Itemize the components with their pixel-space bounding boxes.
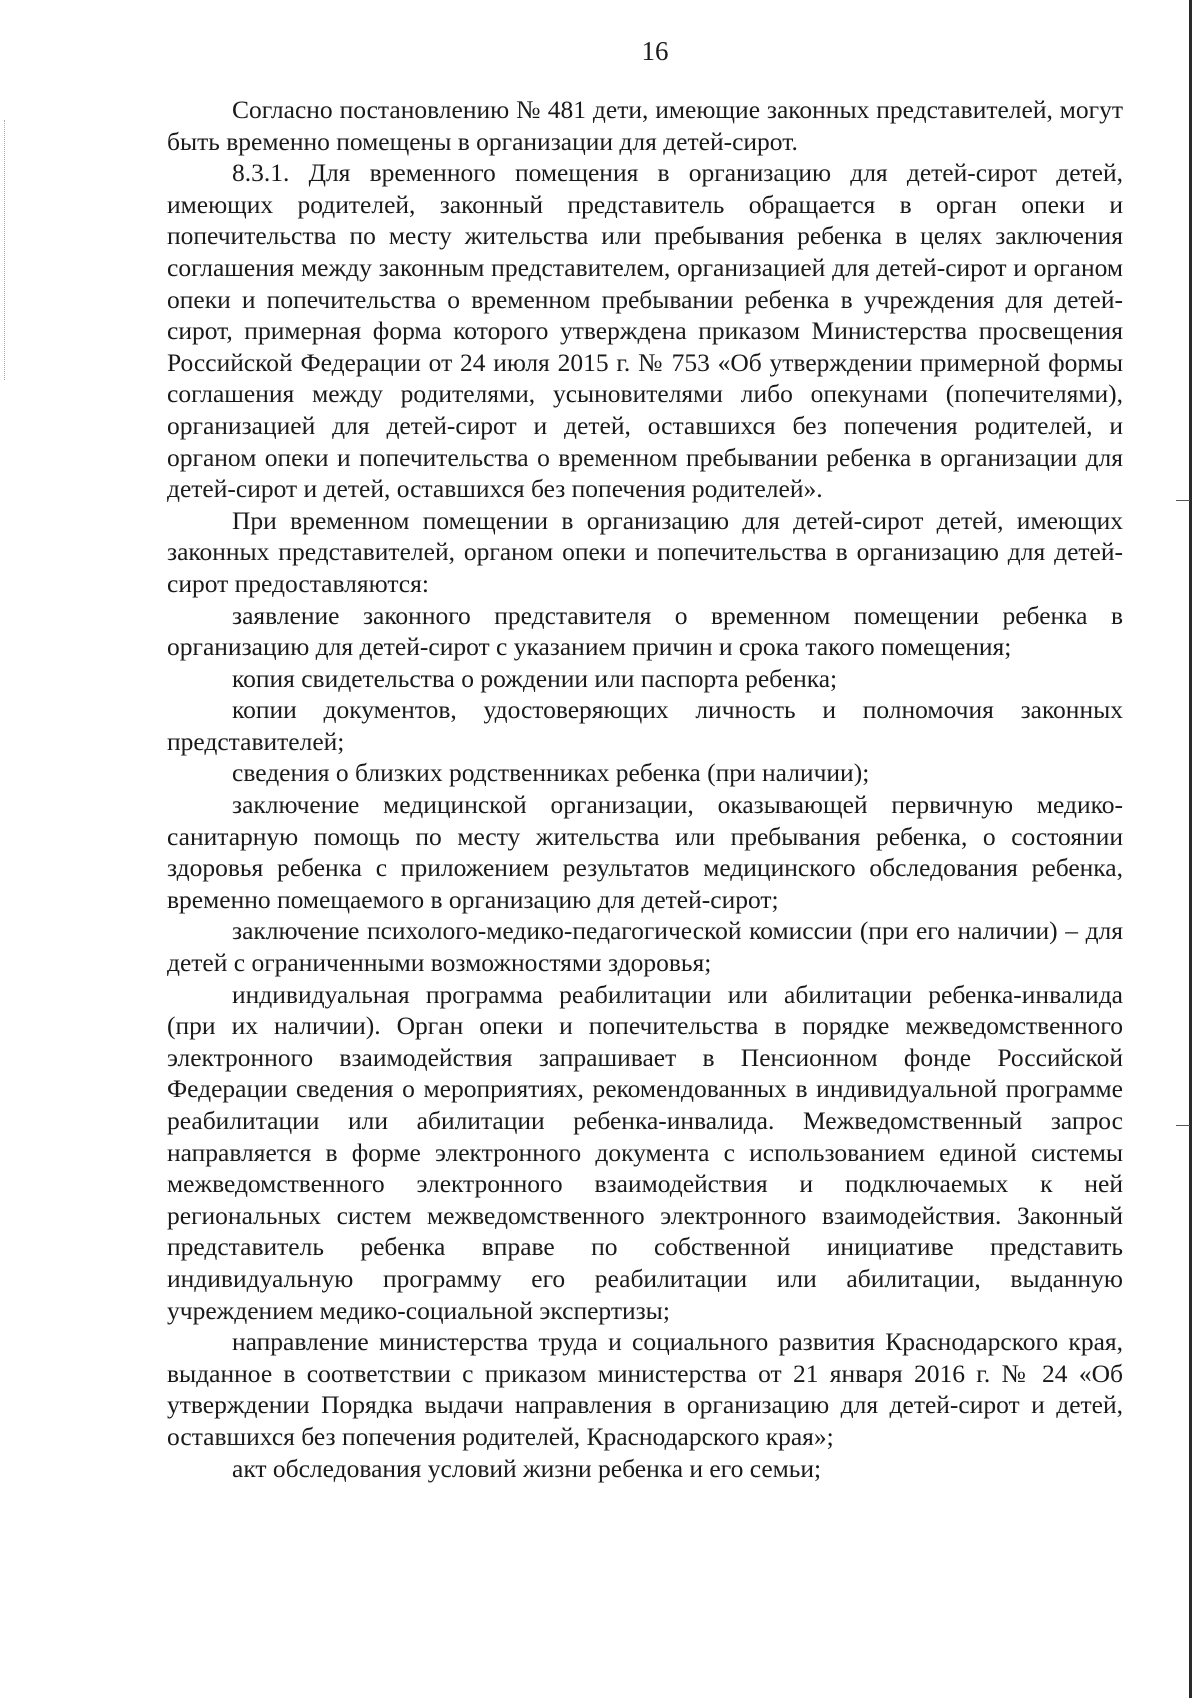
- list-item: сведения о близких родственниках ребенка (при наличии);: [232, 758, 870, 788]
- scan-edge-line: [1189, 0, 1192, 1698]
- document-body: [167, 94, 1123, 1484]
- scan-edge-marks: [4, 120, 8, 380]
- scan-edge-tick: [1176, 500, 1190, 501]
- list-item: направление министерства труда и социального развития Краснодарского края, выданное в соответствии с приказом министерства от 21 января 2016 г. № 24 «Об утверждении Порядка выдачи направления в организацию для детей-сирот и детей, оставшихся без попечения родителей, Краснодарского края»;: [167, 1327, 1123, 1451]
- list-item: копия свидетельства о рождении или паспорта ребенка;: [232, 663, 838, 693]
- list-item: заявление законного представителя о временном помещении ребенка в организацию для детей-сирот с указанием причин и срока такого помещения;: [167, 600, 1123, 662]
- scan-edge-tick: [1176, 1125, 1190, 1126]
- paragraph: Согласно постановлению № 481 дети, имеющие законных представителей, могут быть временно помещены в организации для детей-сирот.: [167, 95, 1123, 156]
- page-number: 16: [641, 36, 669, 66]
- list-item: заключение психолого-медико-педагогической комиссии (при его наличии) – для детей с ограниченными возможностями здоровья;: [167, 916, 1123, 978]
- paragraph: 8.3.1. Для временного помещения в организацию для детей-сирот детей, имеющих родителей, законный представитель обращается в орган опеки и попечительства по месту жительства или пребывания ребенка в целях заключения соглашения между законным представителем, организацией для детей-сирот и органом опеки и попечительства о временном пребывании ребенка в учреждения для детей-сирот, примерная форма которого утверждена приказом Министерства просвещения Российской Федерации от 24 июля 2015 г. № 753 «Об утверждении примерной формы соглашения между родителями, усыновителями либо опекунами (попечителями), организацией для детей-сирот и детей, оставшихся без попечения родителей, и органом опеки и попечительства о временном пребывании ребенка в организации для детей-сирот и детей, оставшихся без попечения родителей».: [167, 158, 1123, 504]
- list-item: индивидуальная программа реабилитации или абилитации ребенка-инвалида (при их наличии). Орган опеки и попечительства в порядке межведомственного электронного взаимодействия запрашивает в Пенсионном фонде Российской Федерации сведения о мероприятиях, рекомендованных в индивидуальной программе реабилитации или абилитации ребенка-инвалида. Межведомственный запрос направляется в форме электронного документа с использованием единой системы межведомственного электронного взаимодействия и подключаемых к ней региональных систем межведомственного электронного взаимодействия. Законный представитель ребенка вправе по собственной инициативе представить индивидуальную программу его реабилитации или абилитации, выданную учреждением медико-социальной экспертизы;: [167, 979, 1123, 1325]
- list-item: акт обследования условий жизни ребенка и его семьи;: [232, 1453, 822, 1483]
- paragraph: При временном помещении в организацию для детей-сирот детей, имеющих законных представителей, органом опеки и попечительства в организацию для детей-сирот предоставляются:: [167, 505, 1123, 598]
- list-item: копии документов, удостоверяющих личность и полномочия законных представителей;: [167, 695, 1123, 756]
- list-item: заключение медицинской организации, оказывающей первичную медико-санитарную помощь по месту жительства или пребывания ребенка, о состоянии здоровья ребенка с приложением результатов медицинского обследования ребенка, временно помещаемого в организацию для детей-сирот;: [167, 790, 1123, 914]
